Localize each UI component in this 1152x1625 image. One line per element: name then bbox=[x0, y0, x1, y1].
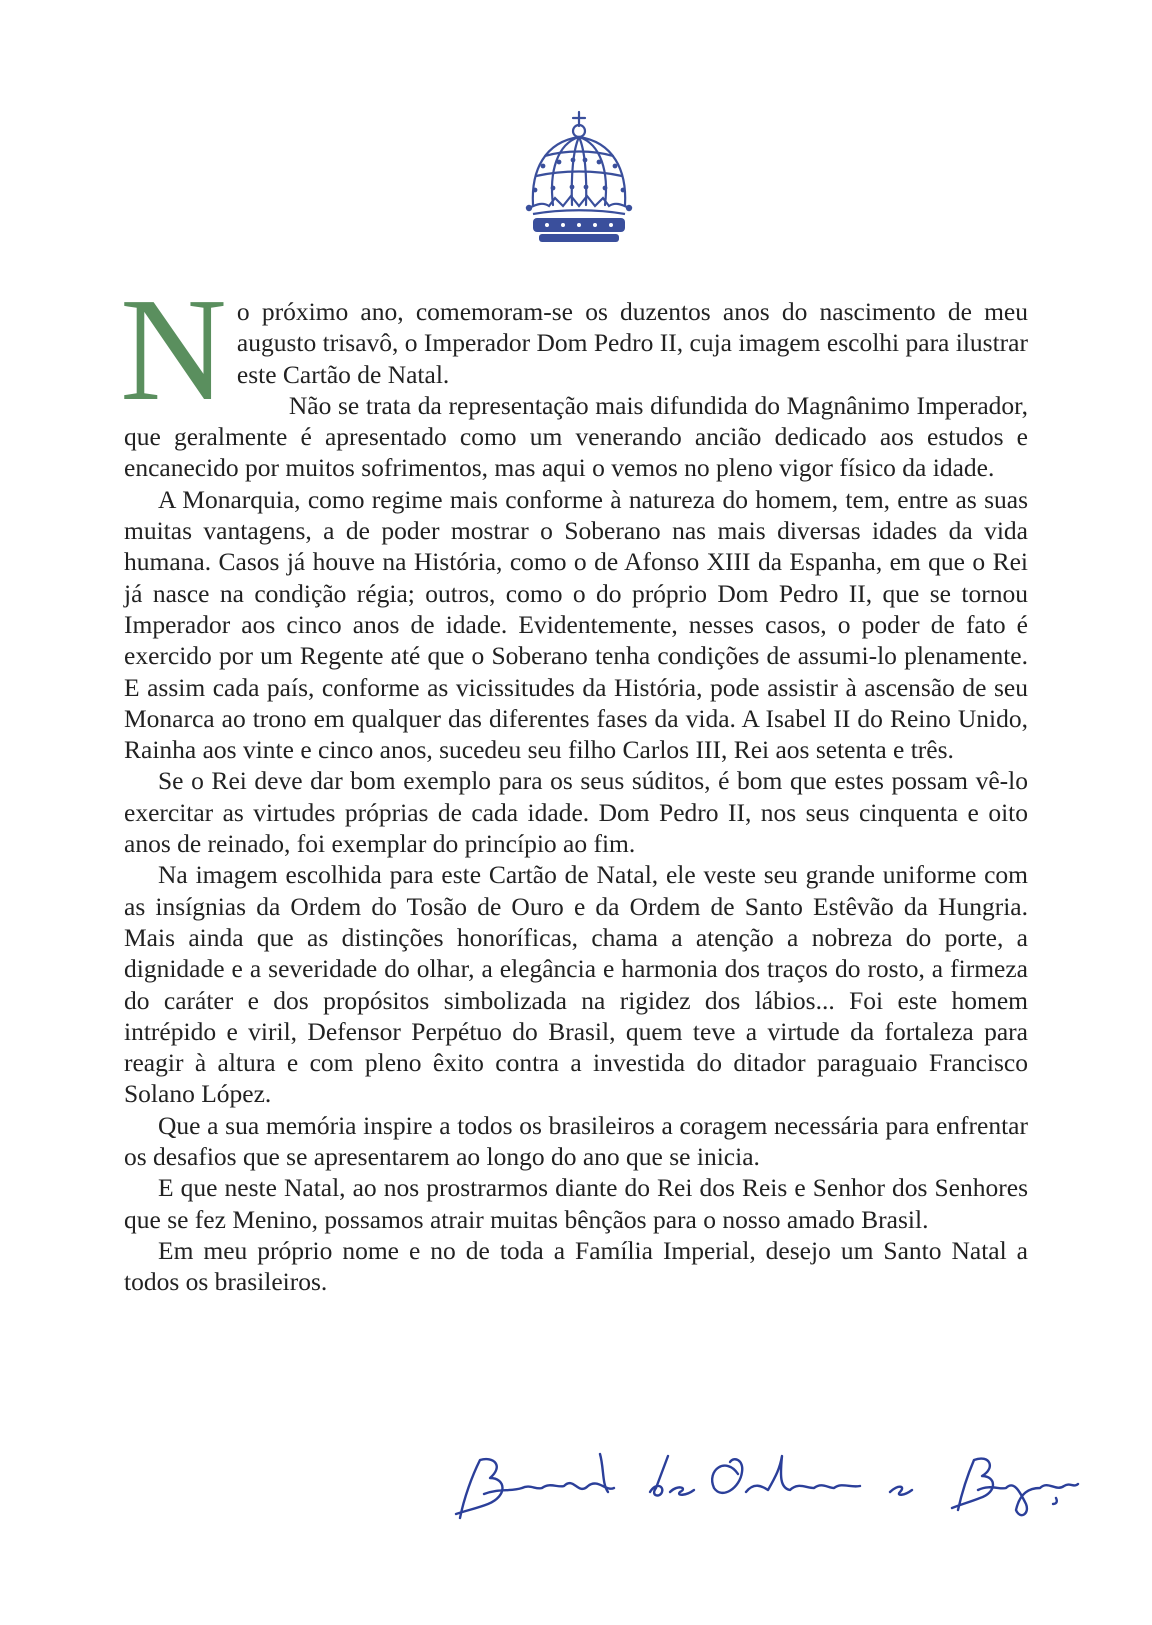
paragraph-6: Que a sua memória inspire a todos os brasileiros a coragem necessária para enfrentar os desafios que se apresentarem ao longo do ano que se inicia. bbox=[124, 1110, 1028, 1172]
paragraph-5: Na imagem escolhida para este Cartão de Natal, ele veste seu grande uniforme com as insígnias da Ordem do Tosão de Ouro e da Ordem de Santo Estêvão da Hungria. Mais ainda que as distinções honoríficas, chama a atenção a nobreza do porte, a dignidade e a severidade do olhar, a elegância e harmonia dos traços do rosto, a firmeza do caráter e dos propósitos simbolizada na rigidez dos lábios... Foi este homem intrépido e viril, Defensor Perpétuo do Brasil, quem teve a virtude da fortaleza para reagir à altura e com pleno êxito contra a investida do ditador paraguaio Francisco Solano López. bbox=[124, 860, 1028, 1109]
paragraph-7: E que neste Natal, ao nos prostrarmos diante do Rei dos Reis e Senhor dos Senhores que se fez Menino, possamos atrair muitas bênçãos para o nosso amado Brasil. bbox=[124, 1173, 1028, 1234]
imperial-crown-icon bbox=[525, 110, 633, 250]
letter-body bbox=[120, 268, 1028, 1298]
paragraph-4: Se o Rei deve dar bom exemplo para os seus súditos, é bom que estes possam vê-lo exercitar as virtudes próprias de cada idade. Dom Pedro II, nos seus cinquenta e oito anos de reinado, foi exemplar do princípio ao fim. bbox=[124, 766, 1028, 859]
paragraph-1: o próximo ano, comemoram-se os duzentos anos do nascimento de meu augusto trisavô, o Imperador Dom Pedro II, cuja imagem escolhi para ilustrar este Cartão de Natal. bbox=[236, 297, 1028, 389]
paragraph-8: Em meu próprio nome e no de toda a Família Imperial, desejo um Santo Natal a todos os brasileiros. bbox=[124, 1235, 1028, 1297]
handwritten-signature bbox=[450, 1448, 1080, 1528]
paragraph-2: Não se trata da representação mais difundida do Magnânimo Imperador, que geralmente é apresentado como um venerando ancião dedicado aos estudos e encanecido por muitos sofrimentos, mas aqui o vemos no pleno vigor físico da idade. bbox=[124, 390, 1028, 483]
drop-cap: N bbox=[120, 268, 227, 432]
paragraph-3: A Monarquia, como regime mais conforme à natureza do homem, tem, entre as suas muitas vantagens, a de poder mostrar o Soberano nas mais diversas idades da vida humana. Casos já houve na História, como o de Afonso XIII da Espanha, em que o Rei já nasce na condição régia; outros, como o do próprio Dom Pedro II, que se tornou Imperador aos cinco anos de idade. Evidentemente, nesses casos, o poder de fato é exercido por um Regente até que o Soberano tenha condições de assumi-lo plenamente. E assim cada país, conforme as vicissitudes da História, pode assistir à ascensão de seu Monarca ao trono em qualquer das diferentes fases da vida. A Isabel II do Reino Unido, Rainha aos vinte e cinco anos, sucedeu seu filho Carlos III, Rei aos setenta e três. bbox=[124, 484, 1028, 765]
